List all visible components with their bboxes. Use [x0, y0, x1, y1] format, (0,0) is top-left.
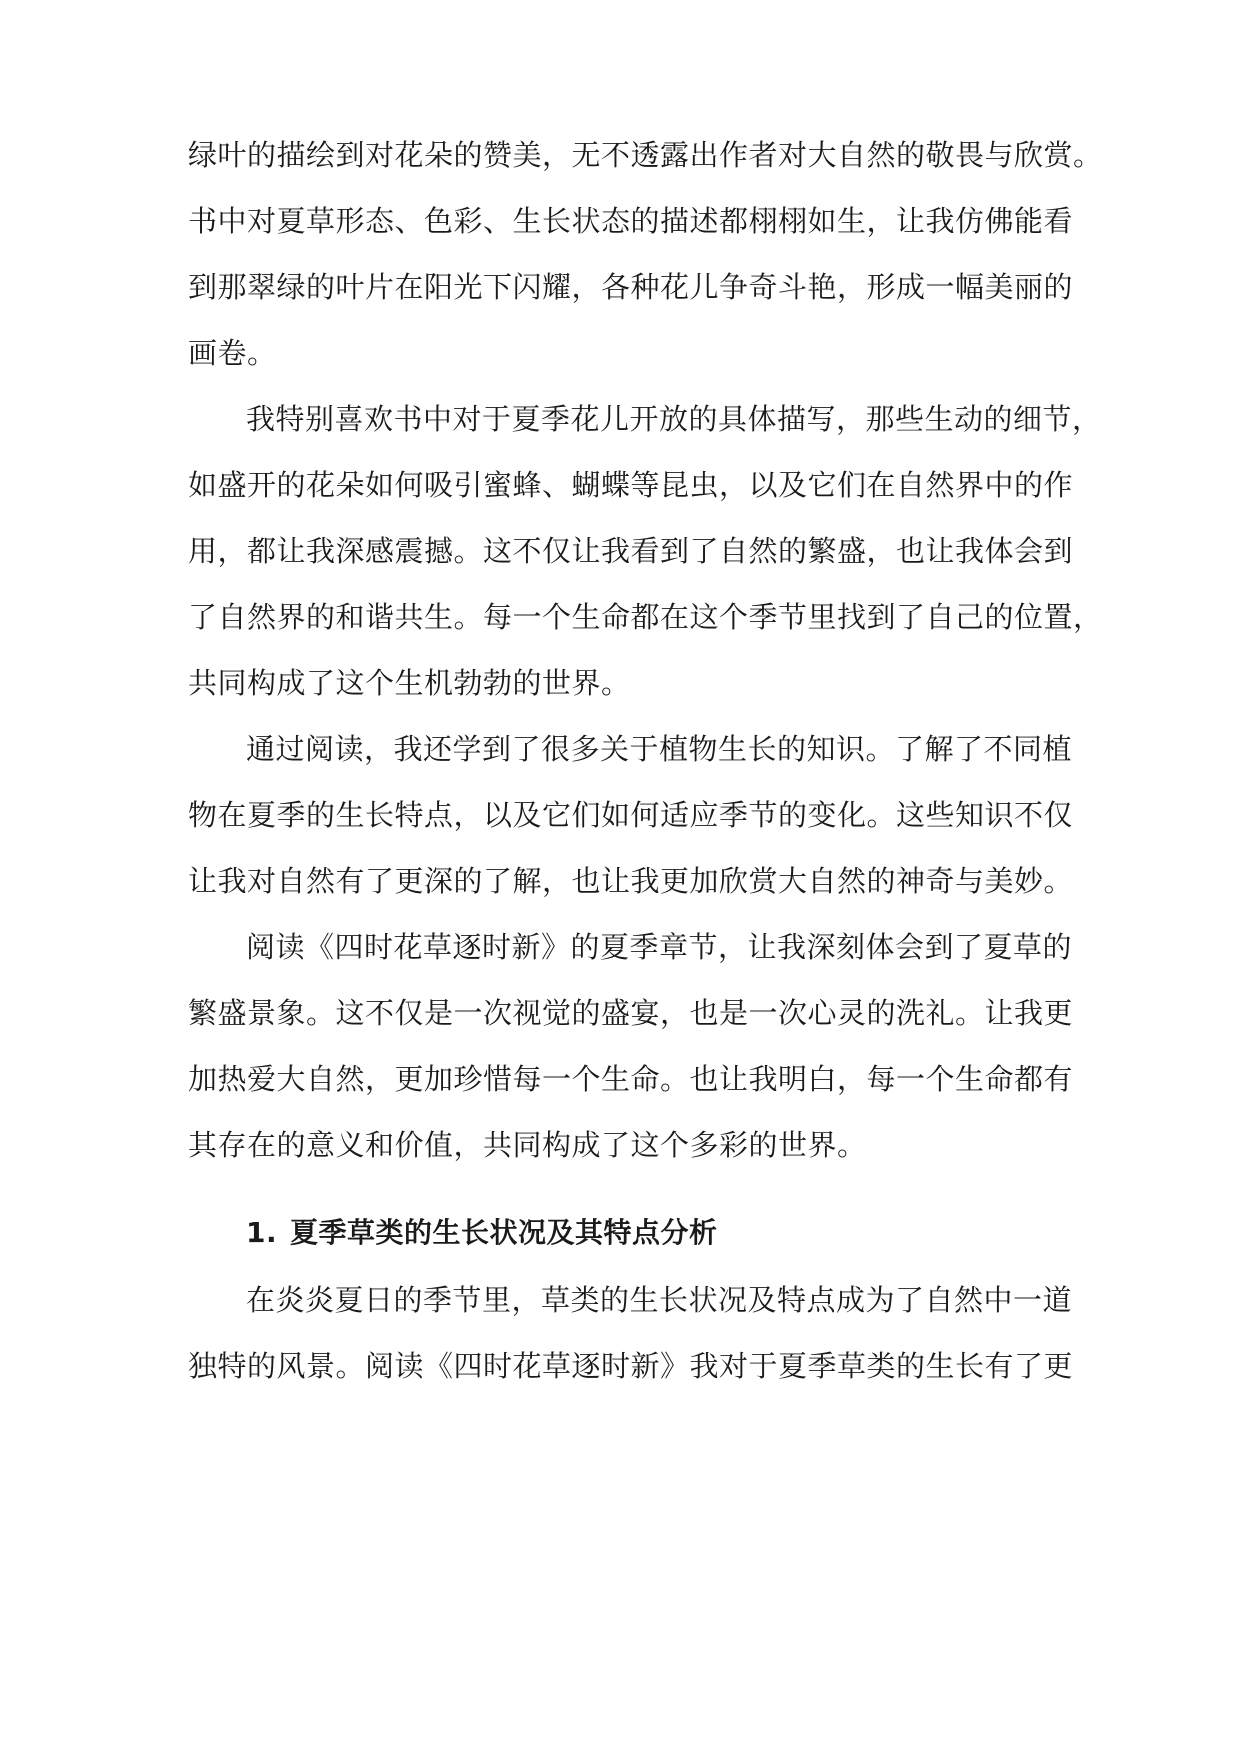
text-line: 加热爱大自然，更加珍惜每一个生命。也让我明白，每一个生命都有 [188, 1062, 1074, 1096]
text-line: 繁盛景象。这不仅是一次视觉的盛宴，也是一次心灵的洗礼。让我更 [188, 996, 1074, 1030]
text-line: 绿叶的描绘到对花朵的赞美，无不透露出作者对大自然的敬畏与欣赏。 [188, 138, 1103, 172]
text-line: 我特别喜欢书中对于夏季花儿开放的具体描写，那些生动的细节， [246, 402, 1102, 436]
text-line: 在炎炎夏日的季节里，草类的生长状况及特点成为了自然中一道 [246, 1283, 1073, 1317]
section-title: 夏季草类的生长状况及其特点分析 [290, 1216, 718, 1249]
text-line: 其存在的意义和价值，共同构成了这个多彩的世界。 [188, 1128, 867, 1162]
text-line: 到那翠绿的叶片在阳光下闪耀，各种花儿争奇斗艳，形成一幅美丽的 [188, 270, 1074, 304]
text-line: 书中对夏草形态、色彩、生长状态的描述都栩栩如生，让我仿佛能看 [188, 204, 1074, 238]
text-line: 如盛开的花朵如何吸引蜜蜂、蝴蝶等昆虫，以及它们在自然界中的作 [188, 468, 1074, 502]
text-line: 让我对自然有了更深的了解，也让我更加欣赏大自然的神奇与美妙。 [188, 864, 1074, 898]
text-line: 共同构成了这个生机勃勃的世界。 [188, 666, 631, 700]
text-line: 独特的风景。阅读《四时花草逐时新》我对于夏季草类的生长有了更 [188, 1349, 1074, 1383]
section-number: 1. [246, 1216, 278, 1249]
text-line: 画卷。 [188, 336, 277, 370]
text-line: 物在夏季的生长特点，以及它们如何适应季节的变化。这些知识不仅 [188, 798, 1074, 832]
text-line: 阅读《四时花草逐时新》的夏季章节，让我深刻体会到了夏草的 [246, 930, 1073, 964]
section-heading [246, 1213, 718, 1253]
text-line: 了自然界的和谐共生。每一个生命都在这个季节里找到了自己的位置， [188, 600, 1103, 634]
text-line: 通过阅读，我还学到了很多关于植物生长的知识。了解了不同植 [246, 732, 1073, 766]
text-line: 用，都让我深感震撼。这不仅让我看到了自然的繁盛，也让我体会到 [188, 534, 1074, 568]
